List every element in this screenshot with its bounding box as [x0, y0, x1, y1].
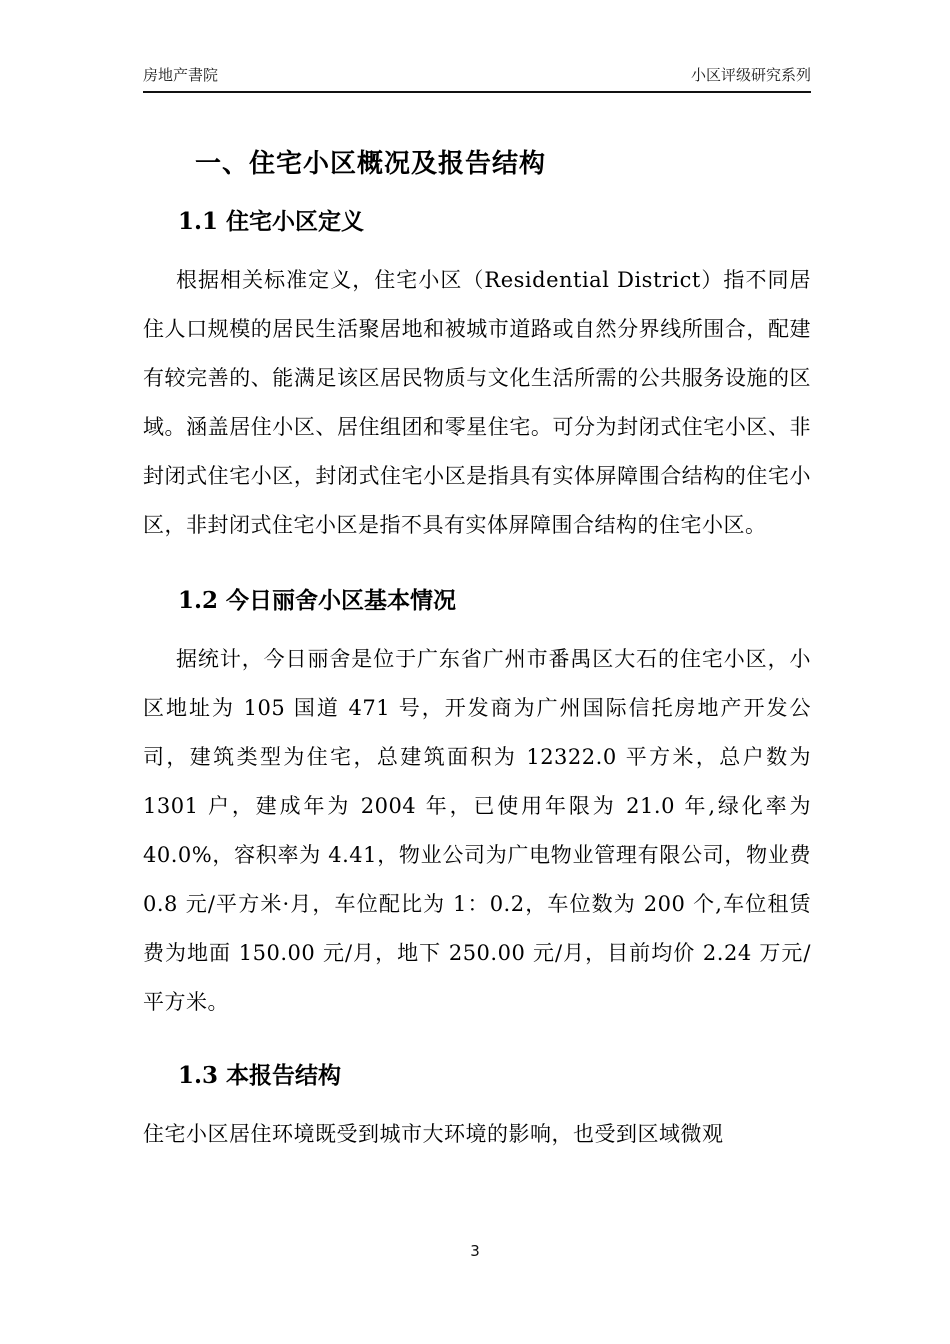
paragraph-1-1: 根据相关标准定义，住宅小区（Residential District）指不同居住人口规模的居民生活聚居地和被城市道路或自然分界线所围合，配建有较完善的、能满足该区居民物质与文化生活所需的公共服务设施的区域。涵盖居住小区、居住组团和零星住宅。可分为封闭式住宅小区、非封闭式住宅小区，封闭式住宅小区是指具有实体屏障围合结构的住宅小区，非封闭式住宅小区是指不具有实体屏障围合结构的住宅小区。 — [143, 268, 811, 537]
paragraph-1-2: 据统计，今日丽舍是位于广东省广州市番禺区大石的住宅小区，小区地址为 105 国道 471 号，开发商为广州国际信托房地产开发公司，建筑类型为住宅，总建筑面积为 12322.0 平方米，总户数为 1301 户，建成年为 2004 年，已使用年限为 21.0 年,绿化率为 40.0%，容积率为 4.41，物业公司为广电物业管理有限公司，物业费 0.8 元/平方米·月，车位配比为 1：0.2，车位数为 200 个,车位租赁费为地面 150.00 元/月，地下 250.00 元/月，目前均价 2.24 万元/平方米。 — [143, 647, 811, 1014]
paragraph-1-3: 住宅小区居住环境既受到城市大环境的影响，也受到区域微观 — [143, 1122, 724, 1146]
header-left-text: 房地产書院 — [143, 66, 219, 84]
header-right-text: 小区评级研究系列 — [690, 66, 811, 84]
section-heading-1-3: 1.3 本报告结构 — [178, 1062, 342, 1089]
section-heading-1-2: 1.2 今日丽舍小区基本情况 — [178, 587, 457, 614]
page-content — [143, 0, 811, 1159]
page-number: 3 — [470, 1242, 480, 1260]
chapter-title: 一、住宅小区概况及报告结构 — [195, 149, 547, 179]
page-header — [143, 64, 811, 93]
section-heading-1-1: 1.1 住宅小区定义 — [178, 208, 365, 235]
